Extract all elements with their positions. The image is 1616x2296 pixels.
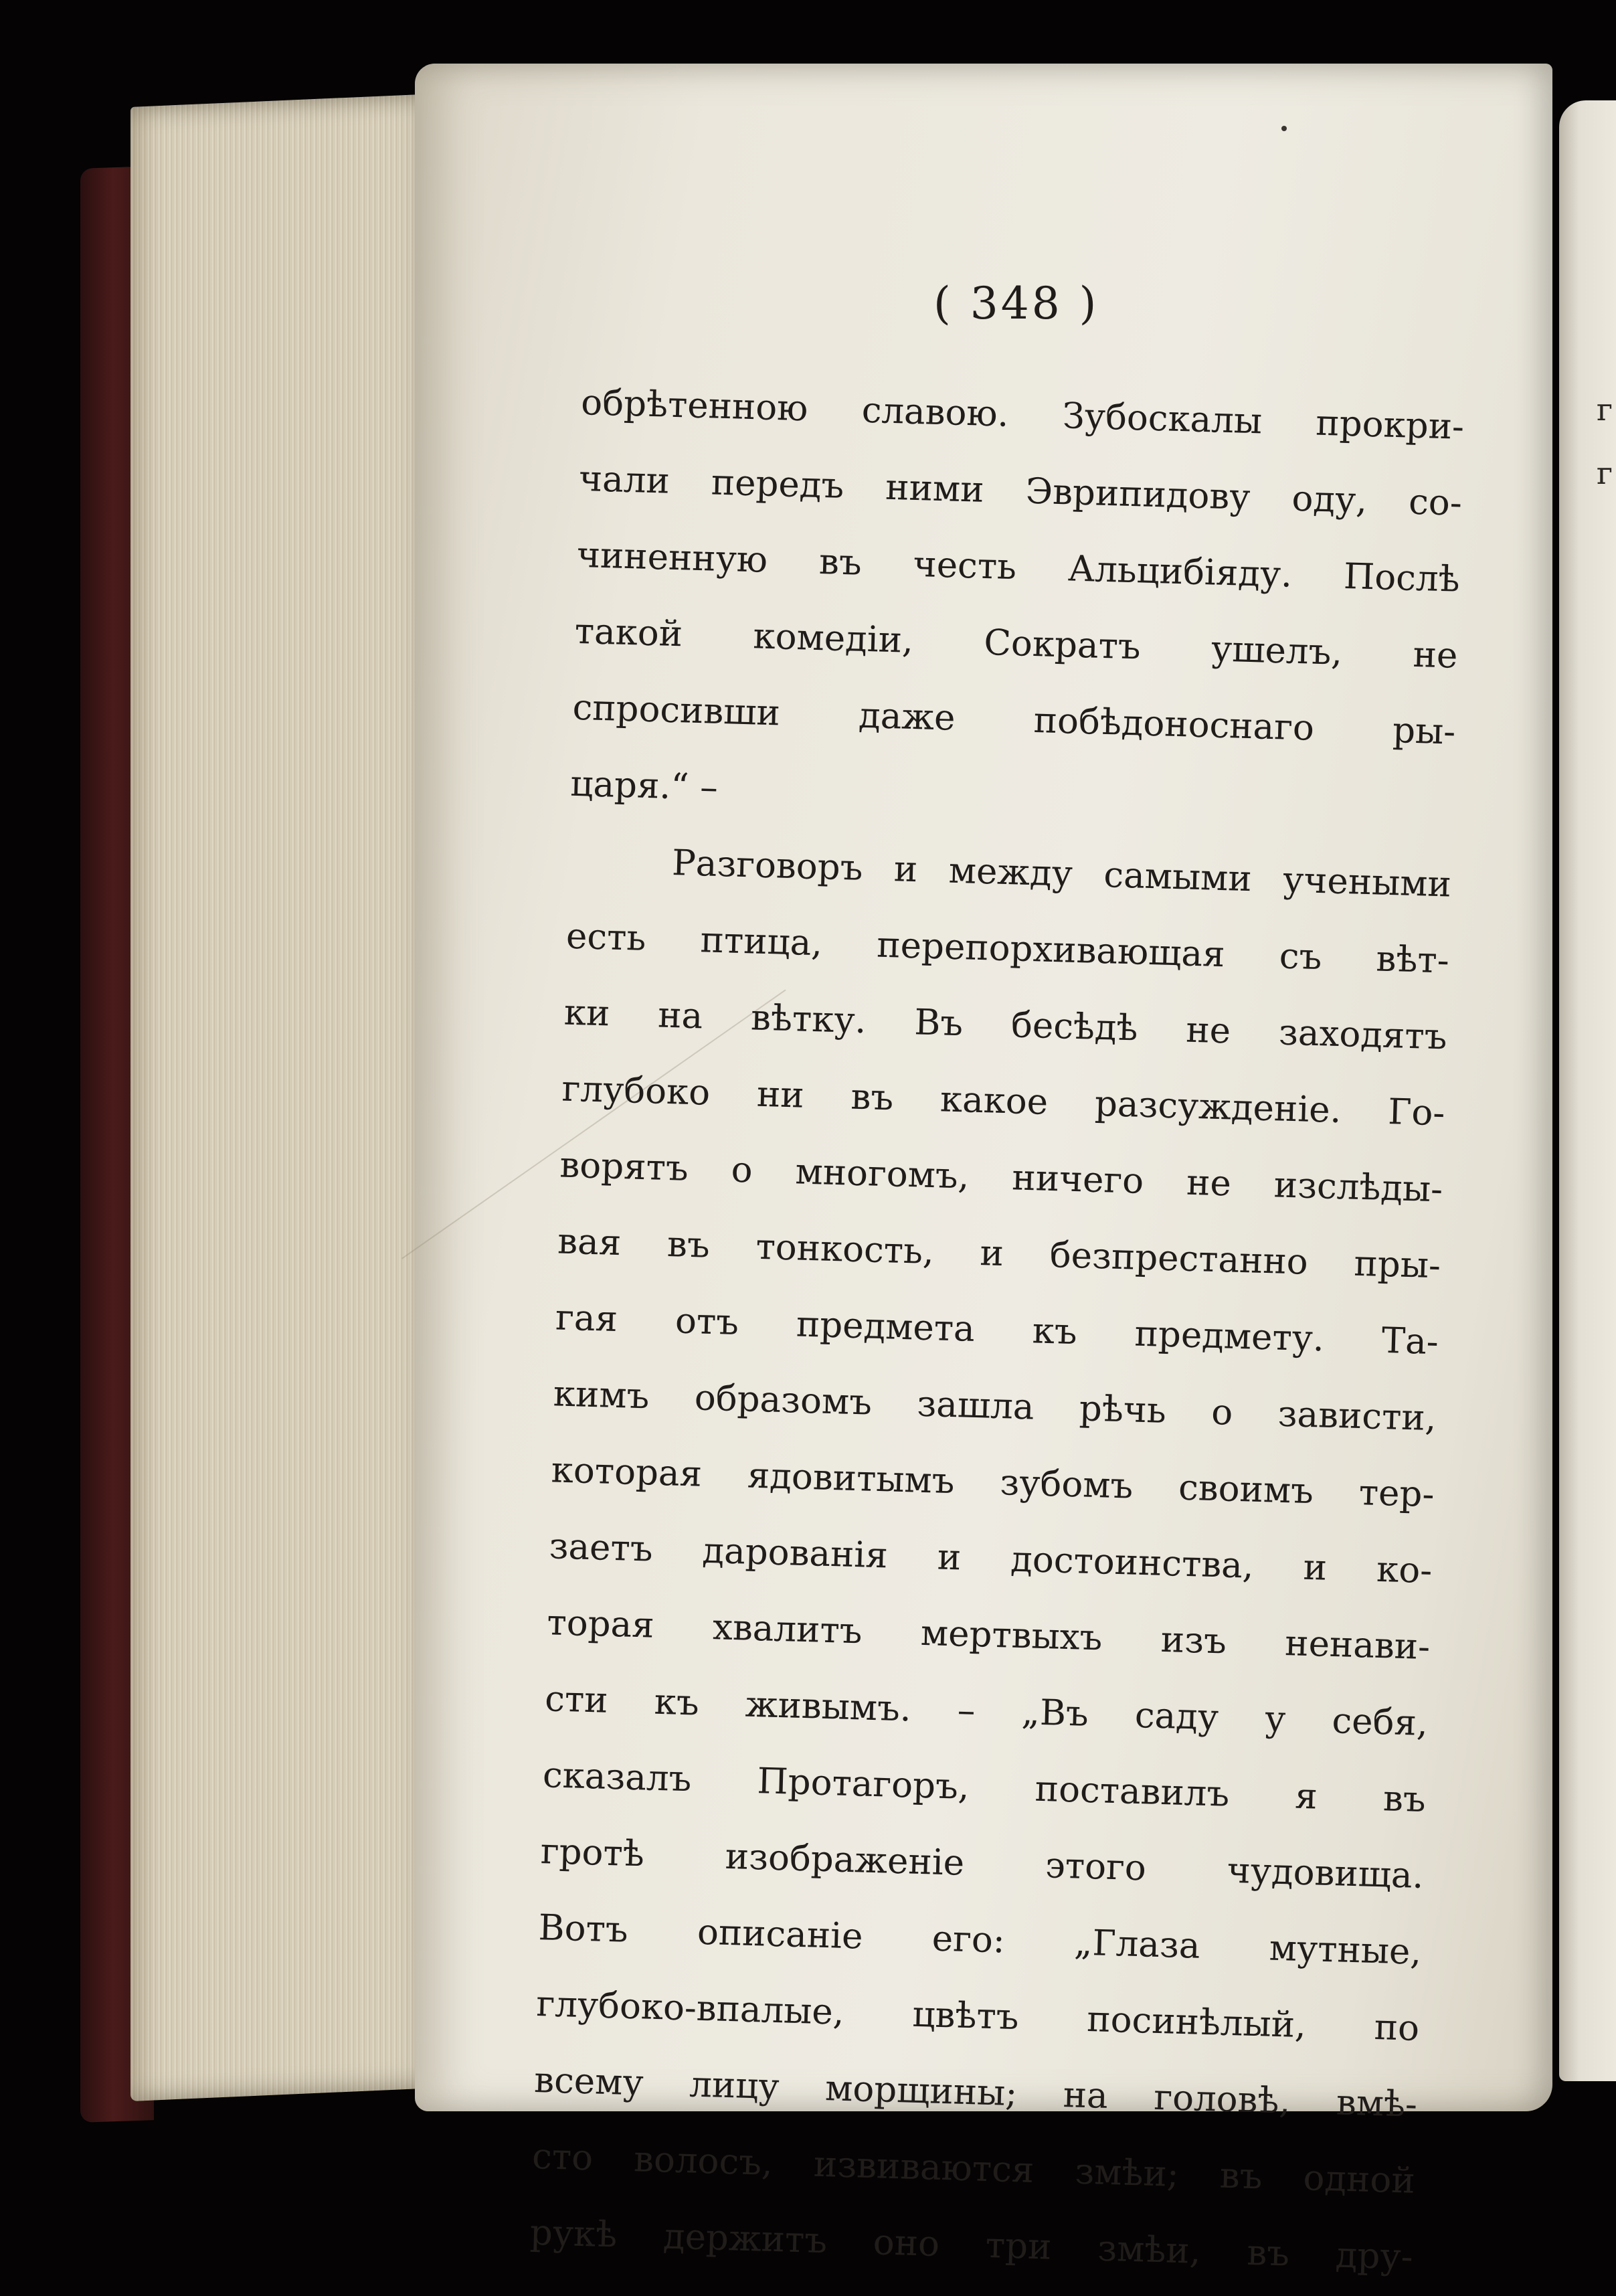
text-line: ки на вѣтку. Въ бесѣдѣ не заходятъ xyxy=(563,992,1448,1058)
paragraph-start-line: Разговоръ и между самыми учеными xyxy=(671,843,1452,905)
text-line: Вотъ описаніе его: „Глаза мутные, xyxy=(537,1907,1423,1973)
ink-dot xyxy=(1281,126,1287,131)
text-line: сказалъ Протагоръ, поставилъ я въ xyxy=(542,1755,1427,1821)
text-line: такой комедіи, Сократъ ушелъ, не xyxy=(574,610,1459,677)
text-line: гротѣ изображеніе этого чудовища. xyxy=(540,1831,1425,1896)
text-line: гая отъ предмета къ предмету. Та- xyxy=(555,1297,1439,1363)
text-line: царя.“ – xyxy=(569,763,719,808)
page-text xyxy=(529,365,1465,2296)
text-line: которая ядовитымъ зубомъ своимъ тер- xyxy=(551,1449,1435,1516)
text-line: ворятъ о многомъ, ничего не изслѣды- xyxy=(559,1144,1443,1211)
text-line: обрѣтенною славою. Зубоскалы прокри- xyxy=(580,381,1465,448)
text-line: кимъ образомъ зашла рѣчь о зависти, xyxy=(553,1373,1437,1439)
text-line: глубоко ни въ какое разсужденіе. Го- xyxy=(561,1068,1446,1134)
text-line: заетъ дарованія и достоинства, и ко- xyxy=(548,1526,1433,1592)
next-page-mark-1: г xyxy=(1597,391,1613,428)
text-line: спросивши даже побѣдоноснаго ры- xyxy=(571,687,1457,753)
text-line: сти къ живымъ. – „Въ саду у себя, xyxy=(544,1678,1429,1745)
text-line: всему лицу морщины; на головѣ, вмѣ- xyxy=(533,2060,1418,2125)
text-line: чали передъ ними Эврипидову оду, со- xyxy=(578,458,1463,524)
text-line: вая въ тонкость, и безпрестанно пры- xyxy=(557,1221,1441,1287)
next-page-mark-2: г xyxy=(1597,455,1613,491)
text-line: есть птица, перепорхивающая съ вѣт- xyxy=(565,915,1450,982)
page-number: ( 348 ) xyxy=(933,278,1099,329)
text-line: рукѣ держитъ оно три змѣи, въ дру- xyxy=(529,2212,1414,2278)
page-stack-edge xyxy=(130,93,445,2101)
text-line: сто волосъ, извиваются змѣи; въ одной xyxy=(531,2135,1416,2202)
text-line: чиненную въ честь Альцибіяду. Послѣ xyxy=(576,534,1461,600)
text-line: глубоко-впалые, цвѣтъ посинѣлый, по xyxy=(535,1983,1420,2049)
text-line: торая хвалитъ мертвыхъ изъ ненави- xyxy=(546,1602,1431,1668)
